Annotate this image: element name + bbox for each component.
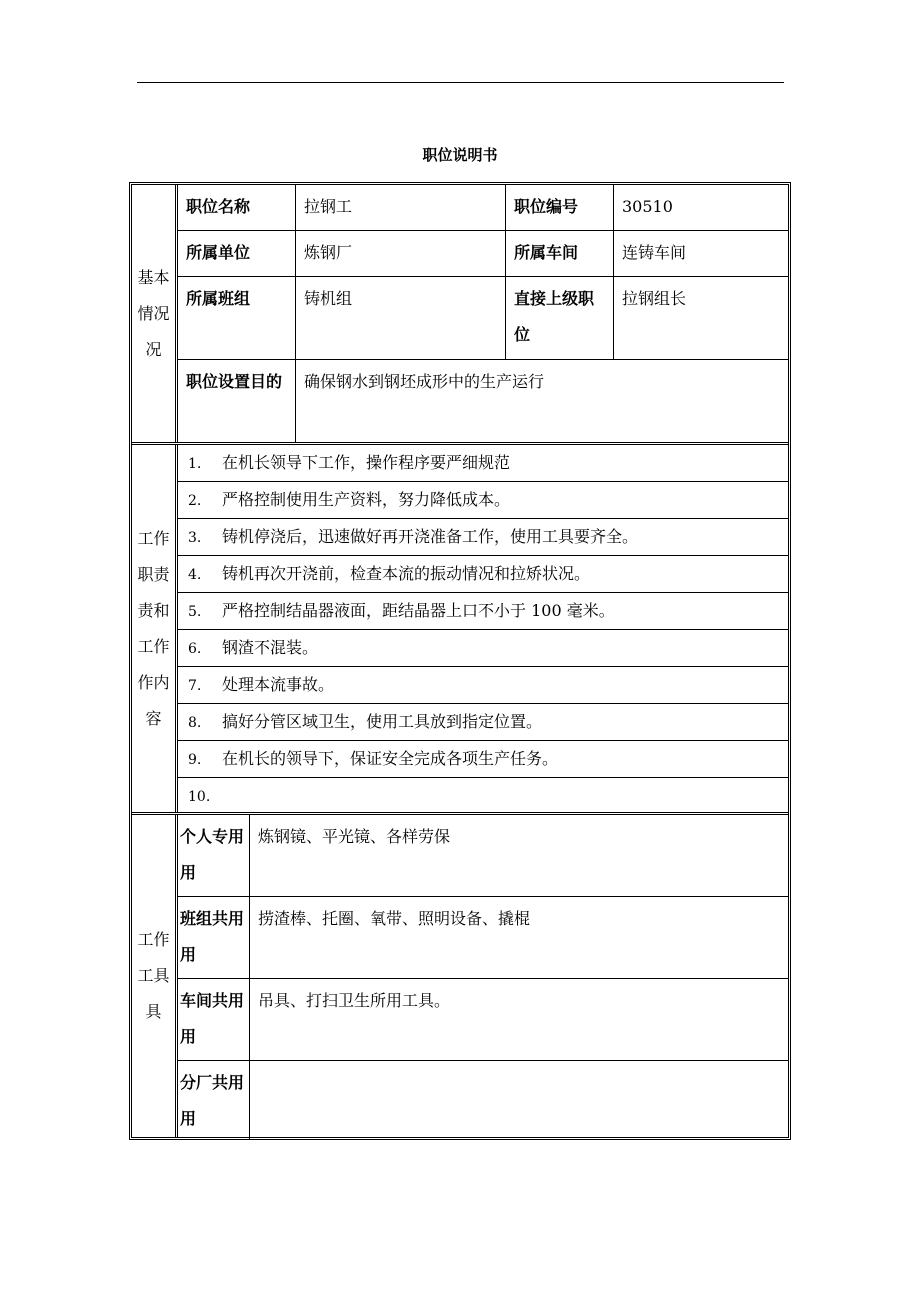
duty-number: 3. [188,530,202,546]
superior-label: 直接上级职位 [506,277,614,360]
position-name-value: 拉钢工 [296,185,506,231]
duty-number: 5. [188,604,202,620]
duty-item [178,630,788,667]
duty-number: 7. [188,678,202,694]
job-description-table [129,182,791,1140]
tool-row-label: 分厂共用用 [178,1061,250,1140]
duty-text: 钢渣不混装。 [222,638,319,657]
purpose-label: 职位设置目的 [178,360,296,442]
duties-side-label: 工作职责责和工作作内容 [132,445,178,812]
team-label: 所属班组 [178,277,296,360]
duty-item [178,667,788,704]
tool-row-value [250,1061,788,1140]
team-value: 铸机组 [296,277,506,360]
duty-number: 8. [188,715,202,731]
workshop-value: 连铸车间 [614,231,788,277]
unit-label: 所属单位 [178,231,296,277]
duty-item [178,704,788,741]
tool-row-label: 个人专用用 [178,815,250,897]
duty-item [178,445,788,482]
duty-number: 10. [188,789,211,805]
basic-info-section [132,185,788,442]
duty-text: 铸机停浇后，迅速做好再开浇准备工作，使用工具要齐全。 [222,527,639,546]
tool-row-label: 班组共用用 [178,897,250,979]
header-rule [137,82,784,83]
document-title: 职位说明书 [422,146,498,164]
duty-text: 在机长领导下工作，操作程序要严细规范 [222,453,511,472]
tool-row-value: 吊具、打扫卫生所用工具。 [250,979,788,1061]
duty-number: 9. [188,752,202,768]
position-name-label: 职位名称 [178,185,296,231]
tool-row-value: 捞渣棒、托圈、氧带、照明设备、撬棍 [250,897,788,979]
duty-number: 1. [188,456,202,472]
position-code-value: 30510 [614,185,788,231]
duty-item [178,741,788,778]
duty-text: 处理本流事故。 [222,675,335,694]
workshop-label: 所属车间 [506,231,614,277]
superior-value: 拉钢组长 [614,277,788,360]
duty-text: 严格控制结晶器液面，距结晶器上口不小于 100 毫米。 [222,601,615,620]
unit-value: 炼钢厂 [296,231,506,277]
basic-info-side-label: 基本情况况 [132,185,178,442]
duty-item [178,482,788,519]
tool-row-value: 炼钢镜、平光镜、各样劳保 [250,815,788,897]
duty-number: 4. [188,567,202,583]
tools-section [132,812,788,1137]
duty-item [178,593,788,630]
duty-text: 搞好分管区域卫生，使用工具放到指定位置。 [222,712,543,731]
position-code-label: 职位编号 [506,185,614,231]
duty-text: 在机长的领导下，保证安全完成各项生产任务。 [222,749,559,768]
tool-row-label: 车间共用用 [178,979,250,1061]
duty-text: 严格控制使用生产资料，努力降低成本。 [222,490,511,509]
duty-number: 6. [188,641,202,657]
duty-text: 铸机再次开浇前，检查本流的振动情况和拉矫状况。 [222,564,591,583]
tools-side-label: 工作工具具 [132,815,178,1137]
duty-item [178,778,788,815]
duty-number: 2. [188,493,202,509]
purpose-value: 确保钢水到钢坯成形中的生产运行 [304,372,545,391]
duty-item [178,556,788,593]
duties-section [132,442,788,812]
duty-item [178,519,788,556]
